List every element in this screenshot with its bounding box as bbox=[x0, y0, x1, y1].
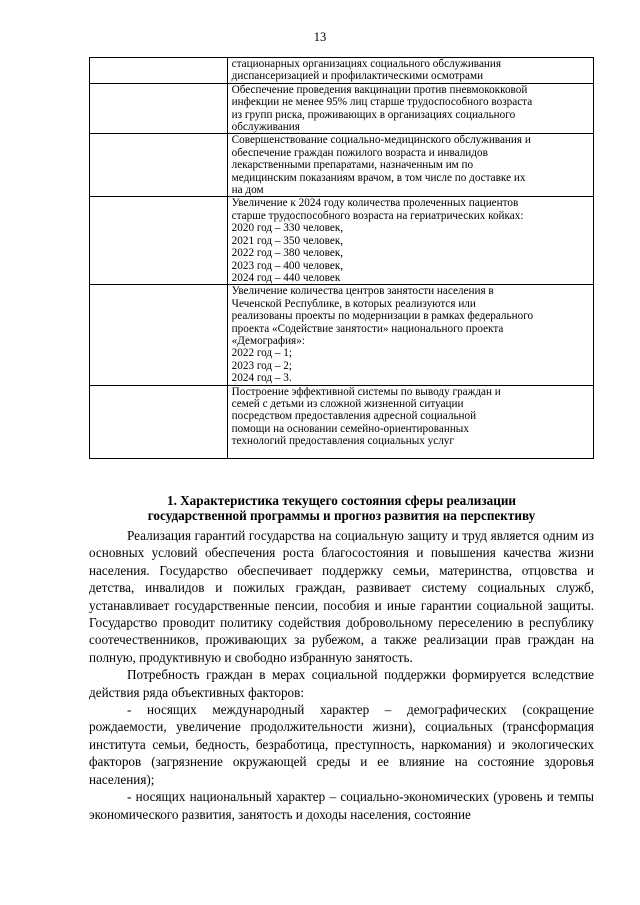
cell-line: 2023 год – 400 человек, bbox=[231, 259, 344, 272]
cell-line: лекарственными препаратами, назначенным им по bbox=[231, 159, 474, 172]
cell-line: обеспечение граждан пожилого возраста и инвалидов bbox=[231, 146, 488, 159]
table-row bbox=[90, 58, 594, 84]
cell-line: помощи на основании семейно-ориентированных bbox=[231, 422, 469, 435]
table-row bbox=[90, 134, 594, 197]
cell-line: 2020 год – 330 человек, bbox=[231, 222, 344, 235]
cell-line: старше трудоспособного возраста на гериатрических койках: bbox=[231, 209, 524, 222]
goals-table bbox=[89, 57, 594, 459]
cell-line: 2024 год – 440 человек bbox=[231, 271, 341, 284]
cell-line: Совершенствование социально-медицинского обслуживания и bbox=[231, 134, 531, 147]
table-row bbox=[90, 83, 594, 134]
cell-line: Построение эффективной системы по выводу граждан и bbox=[231, 385, 501, 398]
cell-line: реализованы проекты по модернизации в рамках федерального bbox=[231, 310, 534, 323]
section-heading-line: государственной программы и прогноз развития на перспективу bbox=[147, 508, 536, 523]
cell-line: посредством предоставления адресной социальной bbox=[231, 410, 477, 423]
table-cell bbox=[227, 285, 593, 385]
cell-line: Обеспечение проведения вакцинации против пневмококковой bbox=[231, 83, 528, 96]
cell-line: 2021 год – 350 человек, bbox=[231, 234, 344, 247]
cell-line: Увеличение количества центров занятости населения в bbox=[231, 285, 494, 298]
section-heading bbox=[89, 493, 594, 523]
cell-line: технологий предоставления социальных услуг bbox=[231, 435, 454, 448]
table-row bbox=[90, 285, 594, 385]
paragraph: - носящих национальный характер – социально-экономических (уровень и темпы экономического развития, занятость и доходы населения, состояние bbox=[89, 789, 594, 822]
table-cell bbox=[227, 83, 593, 134]
cell-line: 2022 год – 1; bbox=[231, 347, 293, 360]
table-cell-empty bbox=[90, 197, 228, 285]
paragraph: Потребность граждан в мерах социальной поддержки формируется вследствие действия ряда объективных факторов: bbox=[89, 667, 594, 700]
cell-line: стационарных организациях социального обслуживания bbox=[231, 58, 502, 70]
section-heading-line: 1. Характеристика текущего состояния сферы реализации bbox=[166, 493, 517, 508]
table-cell bbox=[227, 197, 593, 285]
cell-line: из групп риска, проживающих в организациях социального bbox=[231, 108, 516, 121]
paragraph: - носящих международный характер – демографических (сокращение рождаемости, увеличение продолжительности жизни), социальных (трансформация института семьи, бедность, безработица, преступность, наркомания) и экологических факторов (загрязнение окружающей среды и ее влияние на состояние здоровья населения); bbox=[89, 702, 594, 787]
cell-line: на дом bbox=[231, 184, 264, 197]
table-cell-empty bbox=[90, 134, 228, 197]
cell-line: проекта «Содействие занятости» национального проекта bbox=[231, 322, 504, 335]
table-cell-empty bbox=[90, 285, 228, 385]
cell-line: 2022 год – 380 человек, bbox=[231, 247, 344, 260]
cell-line: Чеченской Республике, в которых реализуются или bbox=[231, 297, 476, 310]
cell-line: инфекции не менее 95% лиц старше трудоспособного возраста bbox=[231, 96, 533, 109]
cell-line: медицинским показаниям врачом, в том числе по доставке их bbox=[231, 171, 526, 184]
page-number: 13 bbox=[313, 30, 327, 44]
cell-line: семей с детьми из сложной жизненной ситуации bbox=[231, 397, 464, 410]
table-cell-empty bbox=[90, 385, 228, 458]
table-cell-empty bbox=[90, 83, 228, 134]
body-text bbox=[89, 527, 594, 823]
table-cell bbox=[227, 134, 593, 197]
cell-line: 2024 год – 3. bbox=[231, 372, 292, 385]
table-cell bbox=[227, 385, 593, 458]
cell-line: Увеличение к 2024 году количества пролеченных пациентов bbox=[231, 197, 519, 210]
cell-line: «Демография»: bbox=[231, 334, 305, 347]
paragraph: Реализация гарантий государства на социальную защиту и труд является одним из основных условий обеспечения роста благосостояния и повышения качества жизни населения. Государство обеспечивает поддержку семьи, материнства, отцовства и детства, инвалидов и пожилых граждан, развивает систему социальных служб, устанавливает государственные пенсии, пособия и иные гарантии социальной защиты. Государство проводит политику содействия добровольному переселению в республику соотечественников, проживающих за рубежом, а также реализации прав граждан на полную, продуктивную и свободно избранную занятость. bbox=[89, 528, 594, 665]
table-row bbox=[90, 197, 594, 285]
table-cell bbox=[227, 58, 593, 84]
table-row bbox=[90, 385, 594, 458]
table-cell-empty bbox=[90, 58, 228, 84]
cell-line: обслуживания bbox=[231, 121, 300, 134]
cell-line: диспансеризацией и профилактическими осмотрами bbox=[231, 70, 484, 83]
cell-line: 2023 год – 2; bbox=[231, 359, 293, 372]
